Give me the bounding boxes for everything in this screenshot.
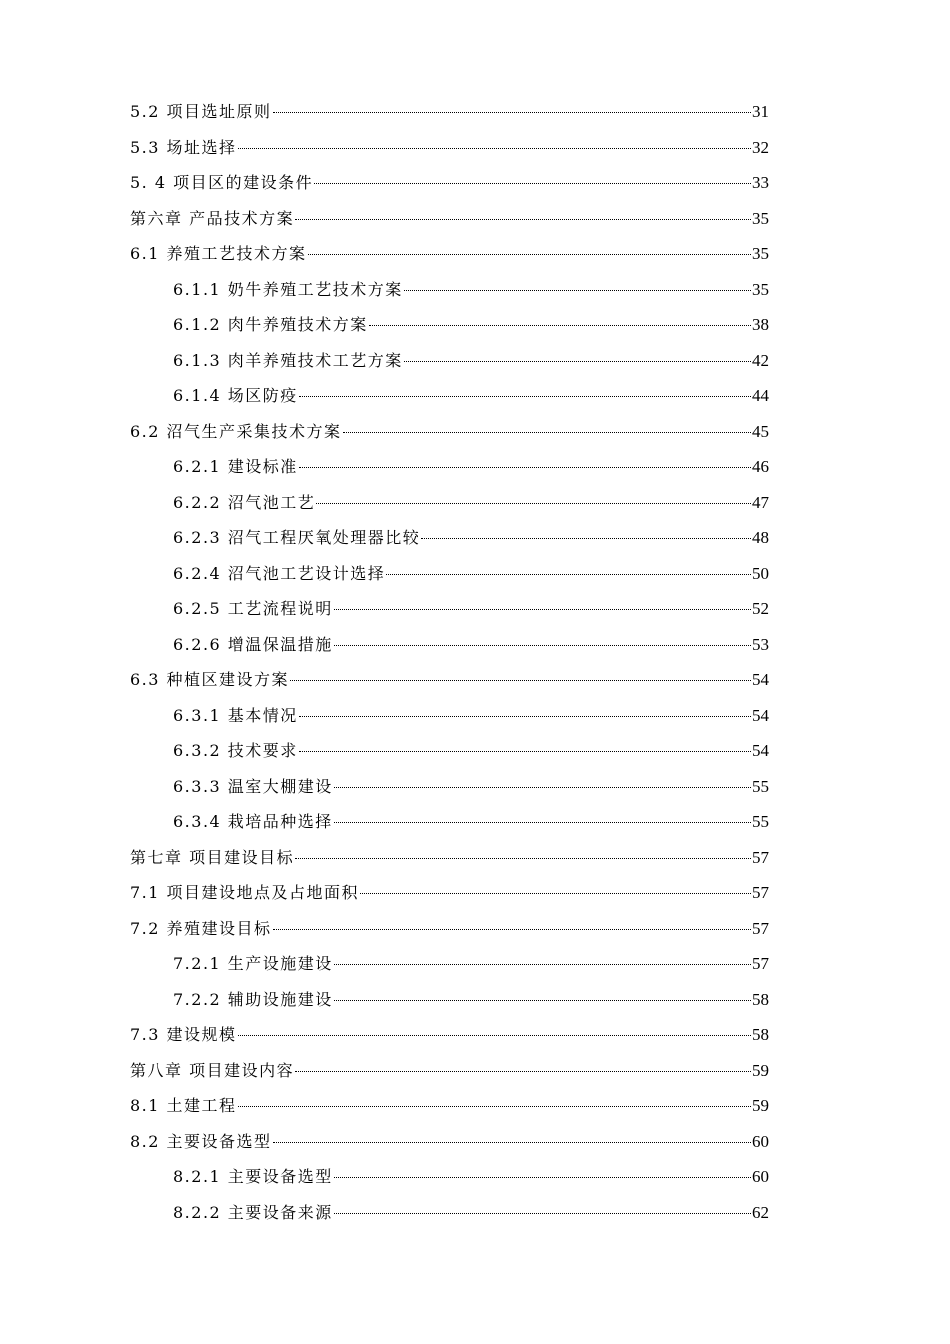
toc-entry-page-number: 59 (752, 1096, 769, 1115)
toc-entry-page-number: 57 (752, 883, 769, 902)
toc-entry-page-number: 57 (752, 918, 769, 938)
toc-entry-page-number: 55 (752, 812, 769, 831)
toc-entry-page-number: 46 (752, 457, 769, 476)
toc-entry[interactable] (130, 804, 769, 840)
toc-dot-leader (360, 892, 751, 894)
toc-dot-leader (421, 537, 751, 539)
toc-dot-leader (290, 679, 751, 681)
toc-entry[interactable] (130, 343, 769, 379)
toc-dot-leader (334, 1212, 751, 1214)
toc-entry[interactable] (130, 165, 769, 201)
toc-dot-leader (238, 147, 751, 149)
toc-dot-leader (334, 608, 751, 610)
toc-dot-leader (334, 963, 751, 965)
toc-entry-label: 6.1 养殖工艺技术方案 (130, 244, 307, 263)
toc-entry-label: 7.2 养殖建设目标 (130, 918, 272, 938)
toc-entry-page-number: 31 (752, 102, 769, 121)
toc-entry-label: 5.2 项目选址原则 (130, 102, 272, 121)
toc-entry[interactable] (130, 875, 769, 911)
toc-dot-leader (273, 1141, 751, 1143)
toc-entry[interactable] (130, 130, 769, 166)
toc-entry-page-number: 54 (752, 741, 769, 760)
toc-dot-leader (299, 466, 751, 468)
toc-entry[interactable] (130, 1124, 769, 1160)
toc-dot-leader (404, 360, 751, 362)
toc-entry[interactable] (130, 627, 769, 663)
toc-entry-label: 6.2.4 沼气池工艺设计选择 (173, 563, 386, 583)
toc-entry[interactable] (130, 1088, 769, 1124)
toc-entry-page-number: 52 (752, 599, 769, 618)
toc-entry-page-number: 58 (752, 1025, 769, 1044)
table-of-contents (130, 94, 769, 1230)
toc-entry-label: 6.1.2 肉牛养殖技术方案 (173, 315, 368, 334)
toc-entry-page-number: 33 (752, 173, 769, 192)
toc-entry[interactable] (130, 414, 769, 450)
toc-entry[interactable] (130, 94, 769, 130)
toc-dot-leader (314, 182, 751, 184)
toc-entry-label: 6.2.2 沼气池工艺 (173, 492, 316, 512)
toc-entry-label: 6.1.3 肉羊养殖技术工艺方案 (173, 350, 403, 370)
toc-dot-leader (273, 111, 751, 113)
toc-dot-leader (343, 431, 751, 433)
toc-entry[interactable] (130, 1053, 769, 1089)
toc-entry[interactable] (130, 485, 769, 521)
toc-entry-page-number: 57 (752, 847, 769, 867)
toc-entry[interactable] (130, 307, 769, 343)
toc-entry[interactable] (130, 982, 769, 1018)
toc-dot-leader (334, 644, 751, 646)
toc-entry[interactable] (130, 733, 769, 769)
toc-entry[interactable] (130, 449, 769, 485)
toc-entry[interactable] (130, 946, 769, 982)
toc-dot-leader (308, 253, 751, 255)
toc-dot-leader (404, 289, 751, 291)
toc-entry[interactable] (130, 911, 769, 947)
toc-entry[interactable] (130, 591, 769, 627)
toc-entry-label: 8.2.1 主要设备选型 (173, 1167, 333, 1186)
toc-entry-page-number: 35 (752, 244, 769, 263)
toc-entry-page-number: 42 (752, 350, 769, 370)
toc-entry-page-number: 58 (752, 989, 769, 1009)
toc-entry-page-number: 38 (752, 315, 769, 334)
toc-entry[interactable] (130, 556, 769, 592)
toc-entry-label: 6.3 种植区建设方案 (130, 670, 290, 689)
toc-entry[interactable] (130, 662, 769, 698)
toc-entry-label: 6.2.5 工艺流程说明 (173, 599, 333, 618)
toc-entry-page-number: 32 (752, 137, 769, 157)
toc-entry-label: 6.2.1 建设标准 (173, 457, 298, 476)
toc-dot-leader (316, 502, 751, 504)
toc-entry-page-number: 50 (752, 563, 769, 583)
toc-entry-label: 6.1.1 奶牛养殖工艺技术方案 (173, 279, 403, 299)
toc-entry-page-number: 47 (752, 492, 769, 512)
toc-entry-label: 6.3.1 基本情况 (173, 705, 298, 725)
toc-entry-label: 6.2.3 沼气工程厌氧处理器比较 (173, 528, 421, 547)
toc-entry[interactable] (130, 378, 769, 414)
toc-entry[interactable] (130, 840, 769, 876)
toc-dot-leader (369, 324, 751, 326)
toc-entry-label: 第七章 项目建设目标 (130, 847, 295, 867)
toc-entry-label: 6.2.6 增温保温措施 (173, 634, 333, 654)
toc-dot-leader (299, 750, 751, 752)
toc-entry-page-number: 53 (752, 634, 769, 654)
toc-dot-leader (238, 1034, 751, 1036)
toc-entry-label: 8.1 土建工程 (130, 1096, 237, 1115)
toc-entry[interactable] (130, 1017, 769, 1053)
toc-entry-label: 6.3.2 技术要求 (173, 741, 298, 760)
toc-entry-page-number: 55 (752, 776, 769, 796)
toc-entry-label: 6.3.3 温室大棚建设 (173, 776, 333, 796)
toc-dot-leader (299, 715, 751, 717)
toc-dot-leader (334, 786, 751, 788)
toc-entry-page-number: 54 (752, 670, 769, 689)
toc-dot-leader (295, 857, 751, 859)
toc-entry[interactable] (130, 236, 769, 272)
toc-entry[interactable] (130, 769, 769, 805)
toc-entry-label: 7.2.2 辅助设施建设 (173, 989, 333, 1009)
toc-entry-label: 7.1 项目建设地点及占地面积 (130, 883, 360, 902)
toc-dot-leader (238, 1105, 751, 1107)
toc-dot-leader (334, 999, 751, 1001)
toc-entry[interactable] (130, 1159, 769, 1195)
toc-entry[interactable] (130, 272, 769, 308)
toc-dot-leader (386, 573, 751, 575)
toc-entry-page-number: 59 (752, 1060, 769, 1080)
toc-entry-page-number: 45 (752, 421, 769, 441)
toc-entry-page-number: 57 (752, 954, 769, 973)
toc-entry-page-number: 60 (752, 1167, 769, 1186)
toc-entry-label: 6.2 沼气生产采集技术方案 (130, 421, 342, 441)
toc-entry-label: 7.3 建设规模 (130, 1025, 237, 1044)
toc-dot-leader (295, 1070, 751, 1072)
toc-entry-label: 8.2.2 主要设备来源 (173, 1202, 333, 1222)
toc-entry[interactable] (130, 1195, 769, 1231)
toc-entry-page-number: 35 (752, 279, 769, 299)
toc-dot-leader (334, 821, 751, 823)
toc-entry-label: 8.2 主要设备选型 (130, 1131, 272, 1151)
toc-entry-page-number: 35 (752, 208, 769, 228)
toc-entry-page-number: 60 (752, 1131, 769, 1151)
toc-entry-label: 6.1.4 场区防疫 (173, 386, 298, 405)
toc-entry-page-number: 48 (752, 528, 769, 547)
toc-entry-label: 第八章 项目建设内容 (130, 1060, 295, 1080)
toc-entry-page-number: 54 (752, 705, 769, 725)
toc-dot-leader (273, 928, 751, 930)
toc-entry[interactable] (130, 201, 769, 237)
toc-entry-page-number: 62 (752, 1202, 769, 1222)
toc-dot-leader (299, 395, 751, 397)
toc-dot-leader (334, 1176, 751, 1178)
toc-entry-label: 6.3.4 栽培品种选择 (173, 812, 333, 831)
toc-entry-label: 5. 4 项目区的建设条件 (130, 173, 314, 192)
toc-entry[interactable] (130, 520, 769, 556)
toc-entry-label: 第六章 产品技术方案 (130, 208, 295, 228)
toc-entry-label: 7.2.1 生产设施建设 (173, 954, 333, 973)
toc-dot-leader (295, 218, 751, 220)
toc-entry-label: 5.3 场址选择 (130, 137, 237, 157)
toc-entry[interactable] (130, 698, 769, 734)
toc-entry-page-number: 44 (752, 386, 769, 405)
